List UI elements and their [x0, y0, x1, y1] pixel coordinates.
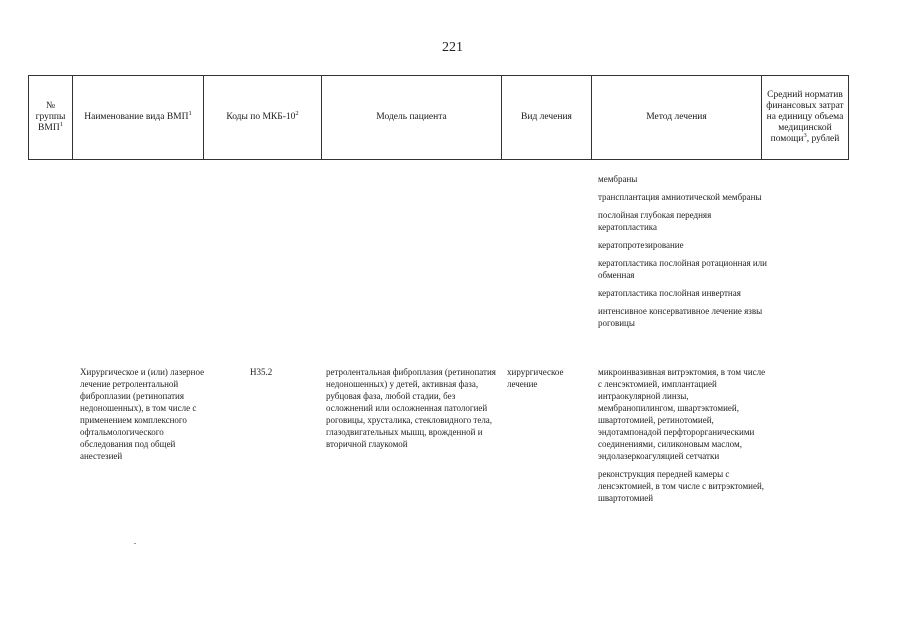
row-treatment-type: хирургическое лечение — [507, 367, 564, 389]
header-treatment-method: Метод лечения — [592, 76, 762, 160]
method-item: кератопротезирование — [598, 240, 684, 250]
table-header — [28, 75, 849, 160]
header-avg-cost: Средний норматив финансовых затрат на единицу объема медицинской помощи$^3$, рублей — [762, 76, 849, 160]
method-item: кератопластика послойная инвертная — [598, 288, 741, 298]
method-item: интенсивное консервативное лечение язвы роговицы — [598, 306, 763, 328]
page-number: 221 — [442, 40, 463, 55]
header-row — [29, 76, 849, 160]
header-mkb-codes: Коды по МКБ-$10^2$ — [204, 76, 322, 160]
row-method-list — [598, 366, 768, 510]
header-treatment-type: Вид лечения — [502, 76, 592, 160]
header-group-no: № группы ВМП$^1$ — [29, 76, 73, 160]
method-item: послойная глубокая передняя кератопластика — [598, 210, 712, 232]
method-item: микроинвазивная витрэктомия, в том числе с ленсэктомией, имплантацией интраокулярной линзы, мембранопилингом, швартэктомией, швартотомией, ретинотомией, эндотампонадой перфторорганическими соединениями, силиконовым маслом, эндолазеркоагуляцией сетчатки — [598, 367, 766, 461]
row-mkb-code: H35.2 — [250, 367, 273, 377]
method-item: реконструкция передней камеры с ленсэктомией, в том числе с витрэктомией, швартотомией — [598, 469, 765, 503]
header-patient-model: Модель пациента — [322, 76, 502, 160]
method-item: мембраны — [598, 174, 638, 184]
method-item: кератопластика послойная ротационная или обменная — [598, 258, 767, 280]
row-vmp-name: Хирургическое и (или) лазерное лечение ретролентальной фиброплазии (ретинопатия недоношенных), в том числе с применением комплексного офтальмологического обследования под общей анестезией — [80, 367, 205, 461]
continued-method-list — [598, 173, 768, 335]
row-patient-model: ретролентальная фиброплазия (ретинопатия недоношенных) у детей, активная фаза, рубцовая фаза, любой стадии, без осложнений или осложненная патологией роговицы, хрусталика, стекловидного тела, глазодвигательных мышц, врожденной и вторичной глаукомой — [326, 367, 496, 449]
scan-speck — [134, 543, 136, 544]
method-item: трансплантация амниотической мембраны — [598, 192, 762, 202]
header-vmp-name: Наименование вида ВМП$^1$ — [73, 76, 204, 160]
